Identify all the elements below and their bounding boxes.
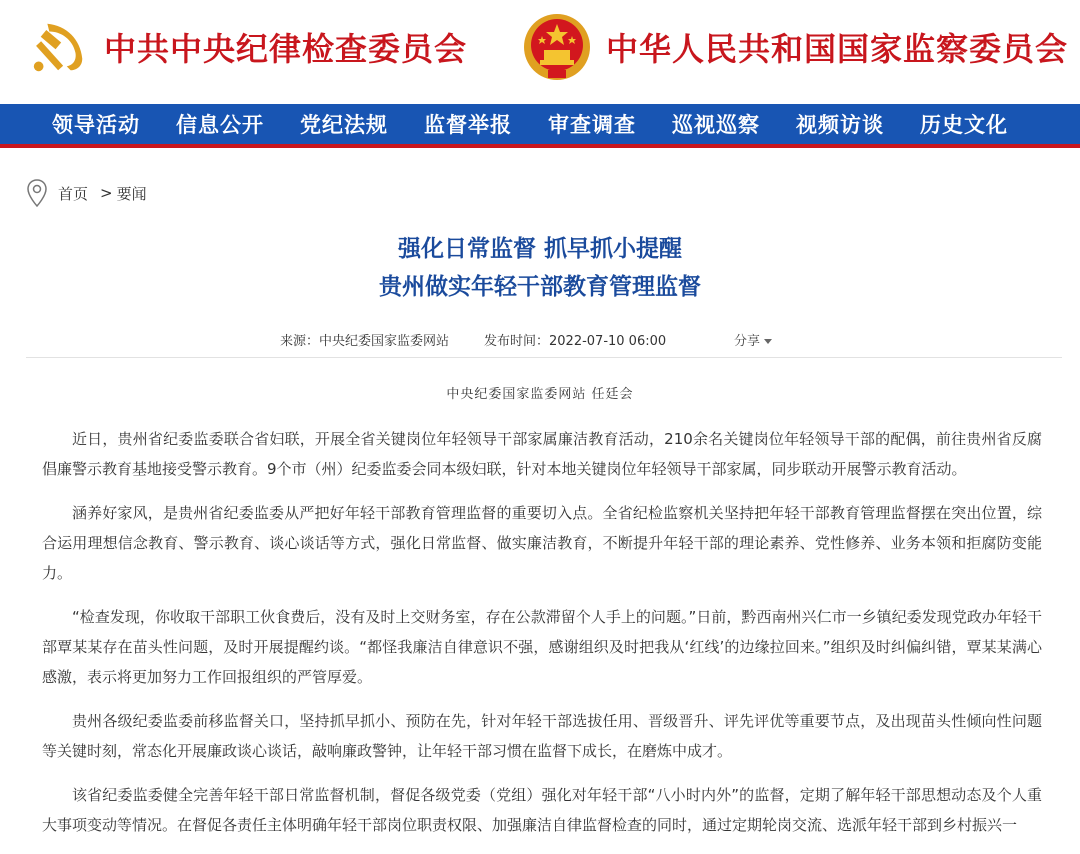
nav-item-history[interactable]: 历史文化: [920, 112, 1008, 137]
breadcrumb-current-link[interactable]: 要闻: [116, 184, 147, 203]
chevron-down-icon: [764, 339, 772, 344]
nav-item-report[interactable]: 监督举报: [424, 112, 512, 137]
article-paragraph: “检查发现，你收取干部职工伙食费后，没有及时上交财务室，存在公款滞留个人手上的问题。”日前，黔西南州兴仁市一乡镇纪委发现党政办年轻干部覃某某存在苗头性问题，及时开展提醒约谈。“都怪我廉洁自律意识不强，感谢组织及时把我从‘红线’的边缘拉回来。”组织及时纠偏纠错，覃某某满心感激，表示将更加努力工作回报组织的严管厚爱。: [42, 608, 1042, 686]
nsc-title: 中华人民共和国国家监察委员会: [606, 30, 1069, 68]
article-publish-time: 发布时间：2022-07-10 06:00: [484, 334, 667, 349]
article-paragraph: 涵养好家风，是贵州省纪委监委从严把好年轻干部教育管理监督的重要切入点。全省纪检监察机关坚持把年轻干部教育管理监督摆在突出位置，综合运用理想信念教育、警示教育、谈心谈话等方式，强化日常监督、做实廉洁教育，不断提升年轻干部的理论素养、党性修养、业务本领和拒腐防变能力。: [42, 504, 1042, 582]
nav-item-video[interactable]: 视频访谈: [796, 112, 884, 137]
article-source: 来源：中央纪委国家监委网站: [280, 334, 450, 349]
breadcrumb-home-link[interactable]: 首页: [58, 184, 89, 203]
share-dropdown[interactable]: [734, 330, 772, 349]
nav-item-regulations[interactable]: 党纪法规: [300, 112, 388, 137]
ccdi-title: 中共中央纪律检查委员会: [104, 30, 468, 68]
article-title-line1: 强化日常监督 抓早抓小提醒: [397, 236, 682, 262]
nav-item-leadership[interactable]: 领导活动: [52, 112, 140, 137]
breadcrumb: [26, 178, 147, 208]
location-pin-icon: [26, 178, 48, 208]
party-emblem-icon: [28, 16, 90, 78]
article-paragraph: 近日，贵州省纪委监委联合省妇联，开展全省关键岗位年轻领导干部家属廉洁教育活动，210余名关键岗位年轻领导干部的配偶，前往贵州省反腐倡廉警示教育基地接受警示教育。9个市（州）纪委监委会同本级妇联，针对本地关键岗位年轻领导干部家属，同步联动开展警示教育活动。: [42, 430, 1042, 478]
national-emblem-icon: [522, 12, 592, 82]
ccdi-brand[interactable]: [28, 12, 467, 82]
article-meta: [0, 330, 1080, 350]
nav-item-info-disclosure[interactable]: 信息公开: [176, 112, 264, 137]
article-paragraph: 该省纪委监委健全完善年轻干部日常监督机制，督促各级党委（党组）强化对年轻干部“八小时内外”的监督，定期了解年轻干部思想动态及个人重大事项变动等情况。在督促各责任主体明确年轻干部岗位职责权限、加强廉洁自律监督检查的同时，通过定期轮岗交流、选派年轻干部到乡村振兴一: [42, 786, 1042, 834]
share-label: 分享: [734, 334, 761, 349]
nsc-brand[interactable]: [522, 12, 1068, 82]
divider: [26, 357, 1062, 358]
article-paragraph: 贵州各级纪委监委前移监督关口，坚持抓早抓小、预防在先，针对年轻干部选拔任用、晋级晋升、评先评优等重要节点，及出现苗头性倾向性问题等关键时刻，常态化开展廉政谈心谈话，敲响廉政警钟，让年轻干部习惯在监督下成长，在磨炼中成才。: [42, 712, 1042, 760]
masthead: [0, 0, 1080, 104]
nav-item-investigation[interactable]: 审查调查: [548, 112, 636, 137]
breadcrumb-separator: >: [100, 184, 113, 202]
main-nav: [0, 104, 1080, 148]
article-title: [0, 230, 1080, 306]
article-title-line2: 贵州做实年轻干部教育管理监督: [379, 274, 701, 300]
nav-item-inspection[interactable]: 巡视巡察: [672, 112, 760, 137]
article-body: [42, 424, 1042, 854]
article-author: 中央纪委国家监委网站 任廷会: [446, 387, 634, 402]
